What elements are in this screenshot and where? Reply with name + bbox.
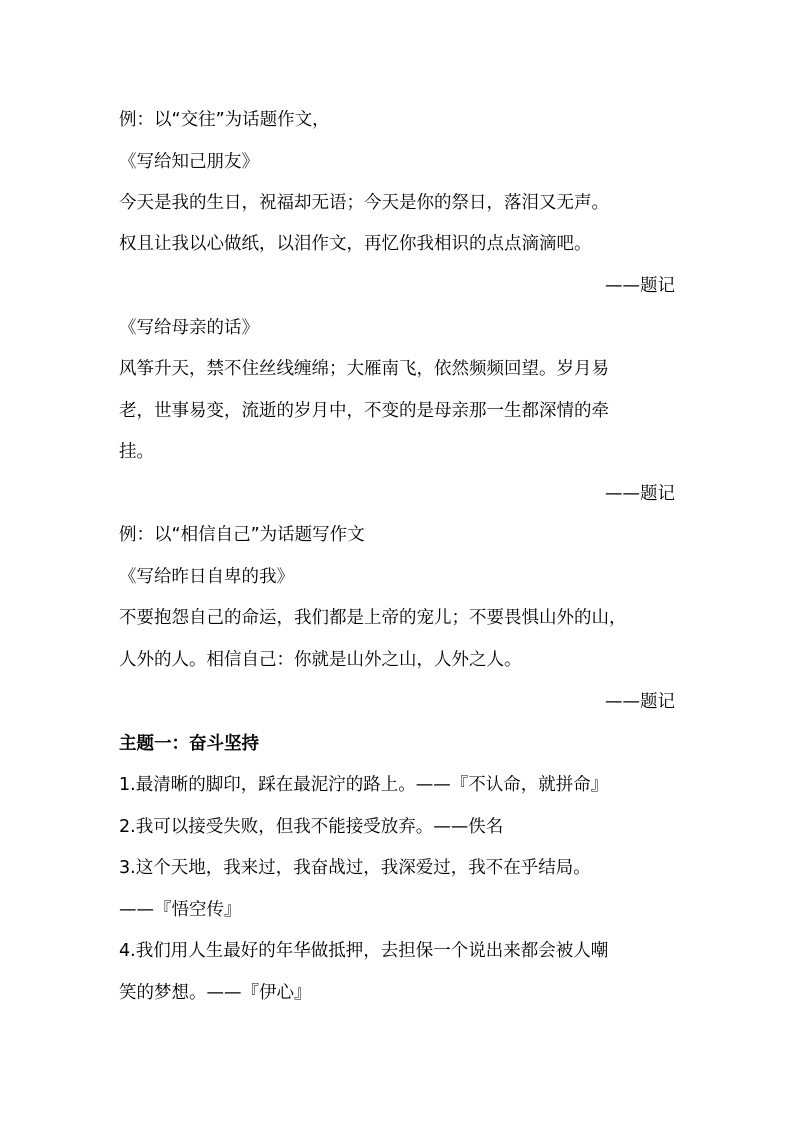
paragraph-line: 老，世事易变，流逝的岁月中，不变的是母亲那一生都深情的牵: [119, 401, 609, 421]
epigraph-signature: ——题记: [605, 484, 675, 504]
paragraph-line: 挂。: [119, 442, 154, 462]
epigraph-signature: ——题记: [605, 276, 675, 296]
quote-item: 3.这个天地，我来过，我奋战过，我深爱过，我不在乎结局。: [119, 858, 591, 878]
quote-source: ——『悟空传』: [119, 900, 242, 920]
example-intro-communication: 例：以“交往”为话题作文，: [119, 110, 330, 130]
quote-item: 笑的梦想。——『伊心』: [119, 983, 312, 1003]
essay-title-mother: 《写给母亲的话》: [119, 318, 259, 338]
quote-item: 1.最清晰的脚印，踩在最泥泞的路上。——『不认命，就拼命』: [119, 775, 609, 795]
paragraph-line: 不要抱怨自己的命运，我们都是上帝的宠儿；不要畏惧山外的山，: [119, 608, 627, 628]
epigraph-signature: ——题记: [605, 692, 675, 712]
paragraph-line: 今天是我的生日，祝福却无语；今天是你的祭日，落泪又无声。: [119, 193, 609, 213]
section-heading: 主题一：奋斗坚持: [119, 734, 259, 754]
quote-item: 4.我们用人生最好的年华做抵押，去担保一个说出来都会被人嘲: [119, 941, 609, 961]
essay-title-friend: 《写给知己朋友》: [119, 152, 259, 172]
essay-title-self: 《写给昨日自卑的我》: [119, 567, 294, 587]
paragraph-line: 权且让我以心做纸，以泪作文，再忆你我相识的点点滴滴吧。: [119, 234, 592, 254]
paragraph-line: 风筝升天，禁不住丝线缠绵；大雁南飞，依然频频回望。岁月易: [119, 359, 609, 379]
quote-item: 2.我可以接受失败，但我不能接受放弃。——佚名: [119, 817, 504, 837]
example-intro-believe: 例：以“相信自己”为话题写作文: [119, 525, 365, 545]
paragraph-line: 人外的人。相信自己：你就是山外之山，人外之人。: [119, 650, 522, 670]
